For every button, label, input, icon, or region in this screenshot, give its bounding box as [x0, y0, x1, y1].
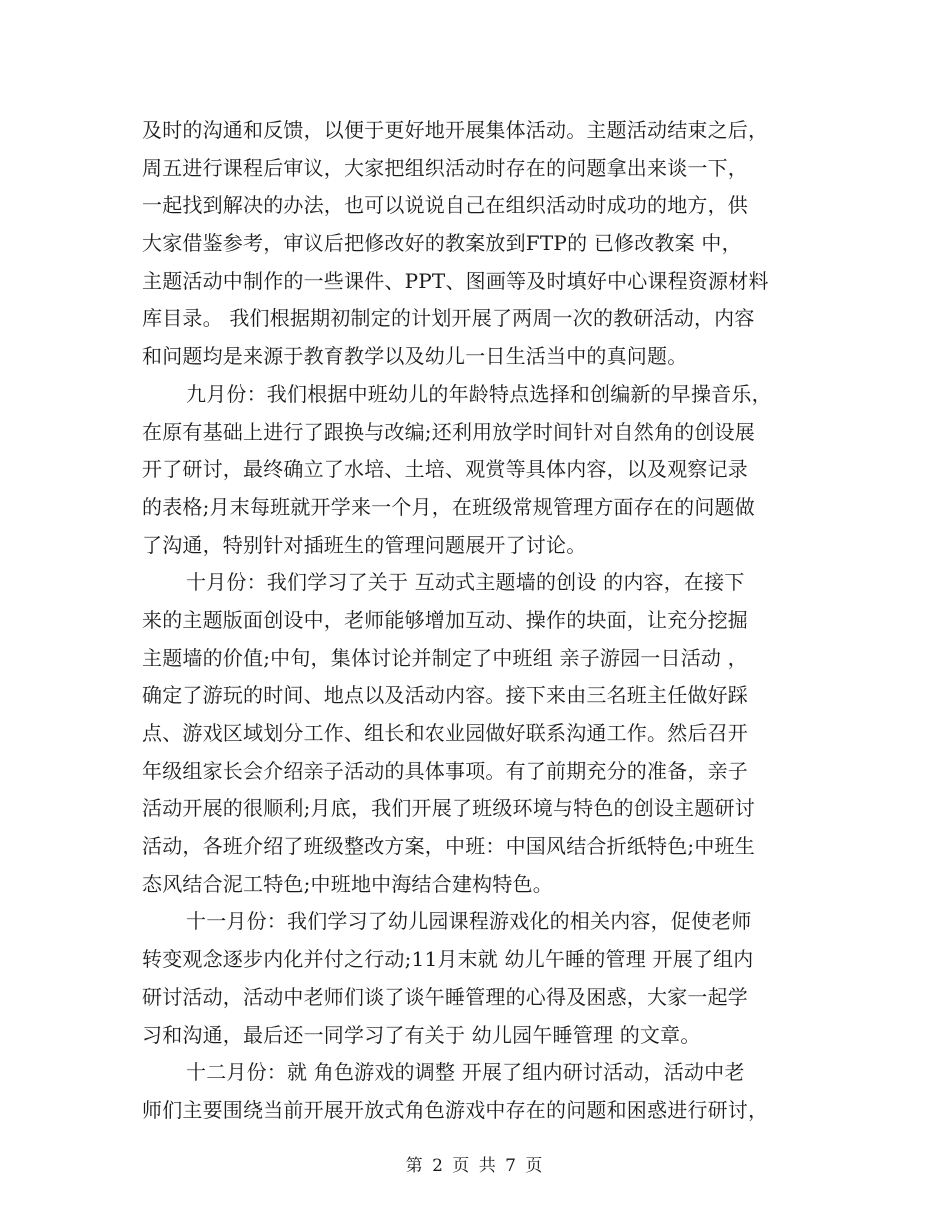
document-body — [142, 112, 810, 1130]
text-line: 大家借鉴参考，审议后把修改好的教案放到FTP的 已修改教案 中， — [142, 231, 742, 256]
text-line: 点、游戏区域划分工作、组长和农业园做好联系沟通工作。然后召开 — [142, 721, 748, 745]
text-line: 活动开展的很顺利;月底，我们开展了班级环境与特色的创设主题研讨 — [142, 796, 755, 821]
text-line: 来的主题版面创设中，老师能够增加互动、操作的块面，让充分挖掘 — [142, 607, 748, 632]
paragraph-start-line: 九月份：我们根据中班幼儿的年龄特点选择和创编新的早操音乐， — [186, 381, 772, 406]
text-line: 研讨活动，活动中老师们谈了谈午睡管理的心得及困惑，大家一起学 — [142, 984, 748, 1009]
text-line: 及时的沟通和反馈，以便于更好地开展集体活动。主题活动结束之后， — [142, 118, 769, 142]
text-line: 师们主要围绕当前开展开放式角色游戏中存在的问题和困惑进行研讨， — [142, 1097, 769, 1122]
text-line: 一起找到解决的办法，也可以说说自己在组织活动时成功的地方，供 — [142, 193, 748, 218]
text-line: 年级组家长会介绍亲子活动的具体事项。有了前期充分的准备，亲子 — [142, 758, 748, 783]
text-line: 主题墙的价值;中旬，集体讨论并制定了中班组 亲子游园一日活动 ， — [142, 645, 748, 670]
text-line: 活动，各班介绍了班级整改方案，中班：中国风结合折纸特色;中班生 — [142, 834, 755, 859]
paragraph-start-line: 十二月份：就 角色游戏的调整 开展了组内研讨活动，活动中老 — [186, 1060, 745, 1085]
text-line: 主题活动中制作的一些课件、PPT、图画等及时填好中心课程资源材料 — [142, 268, 769, 293]
text-line: 习和沟通，最后还一同学习了有关于 幼儿园午睡管理 的文章。 — [142, 1022, 701, 1047]
text-line: 库目录。 我们根据期初制定的计划开展了两周一次的教研活动，内容 — [142, 306, 755, 331]
text-line: 在原有基础上进行了跟换与改编;还利用放学时间针对自然角的创设展 — [142, 419, 755, 444]
text-line: 和问题均是来源于教育教学以及幼儿一日生活当中的真问题。 — [142, 344, 688, 369]
text-line: 的表格;月末每班就开学来一个月，在班级常规管理方面存在的问题做 — [142, 494, 755, 519]
paragraph-start-line: 十月份：我们学习了关于 互动式主题墙的创设 的内容，在接下 — [186, 570, 745, 595]
text-line: 开了研讨，最终确立了水培、土培、观赏等具体内容，以及观察记录 — [142, 457, 748, 482]
text-line: 态风结合泥工特色;中班地中海结合建构特色。 — [142, 871, 553, 896]
paragraph-start-line: 十一月份：我们学习了幼儿园课程游戏化的相关内容，促使老师 — [186, 909, 752, 934]
page-footer: 第 2 页 共 7 页 — [405, 1156, 545, 1176]
text-line: 了沟通，特别针对插班生的管理问题展开了讨论。 — [142, 532, 587, 557]
text-line: 转变观念逐步内化并付之行动;11月末就 幼儿午睡的管理 开展了组内 — [142, 947, 754, 972]
text-line: 周五进行课程后审议，大家把组织活动时存在的问题拿出来谈一下， — [142, 155, 748, 180]
text-line: 确定了游玩的时间、地点以及活动内容。接下来由三名班主任做好踩 — [142, 683, 748, 708]
